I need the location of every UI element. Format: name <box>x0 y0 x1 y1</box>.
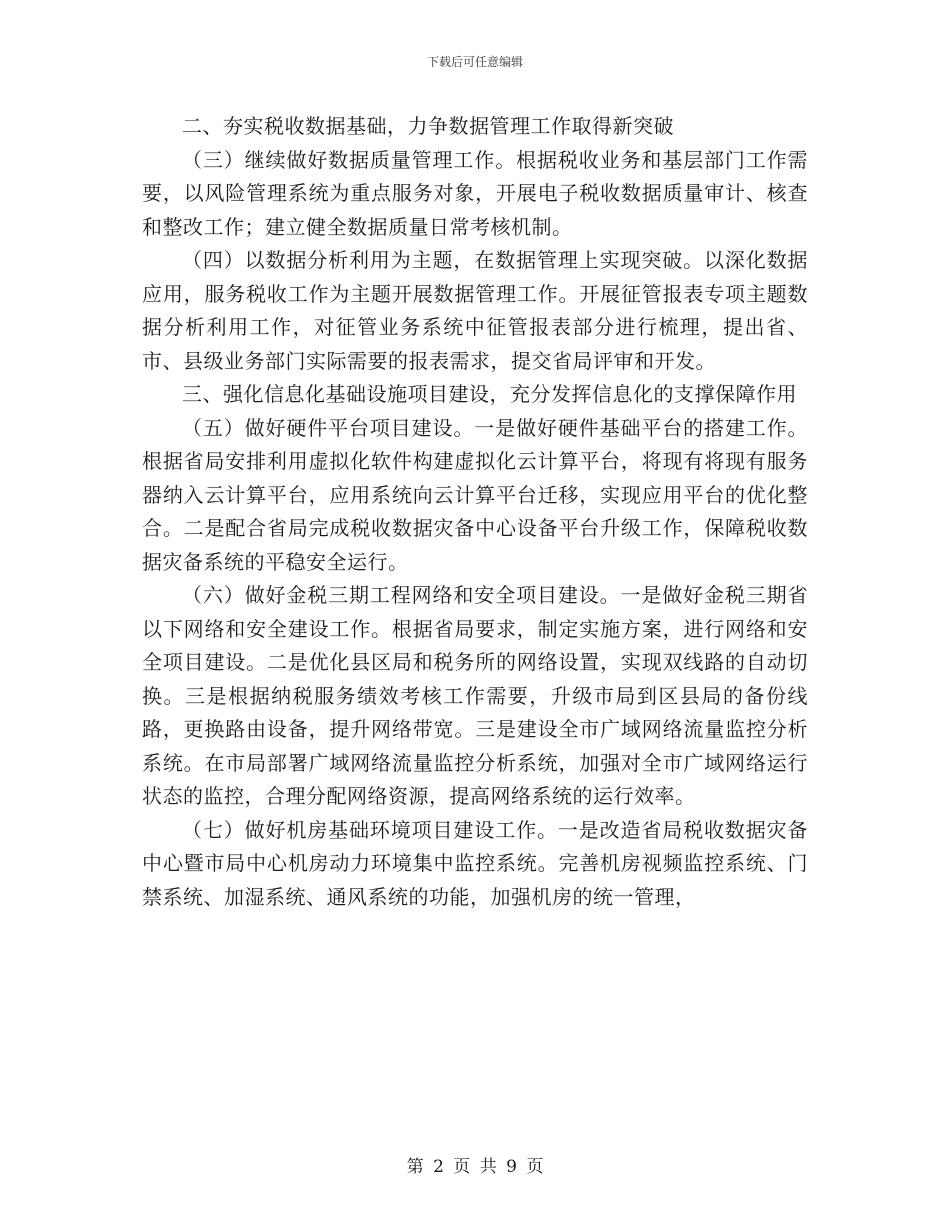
paragraph-4: （四）以数据分析利用为主题，在数据管理上实现突破。以深化数据应用，服务税收工作为主题开展数据管理工作。开展征管报表专项主题数据分析利用工作，对征管业务系统中征管报表部分进行梳理，提出省、市、县级业务部门实际需要的报表需求，提交省局评审和开发。 <box>142 248 808 373</box>
paragraph-3: （三）继续做好数据质量管理工作。根据税收业务和基层部门工作需要，以风险管理系统为重点服务对象，开展电子税收数据质量审计、核查和整改工作；建立健全数据质量日常考核机制。 <box>142 147 808 239</box>
paragraph-6: （六）做好金税三期工程网络和安全项目建设。一是做好金税三期省以下网络和安全建设工作。根据省局要求，制定实施方案，进行网络和安全项目建设。二是优化县区局和税务所的网络设置，实现双线路的自动切换。三是根据纳税服务绩效考核工作需要，升级市局到区县局的备份线路，更换路由设备，提升网络带宽。三是建设全市广域网络流量监控分析系统。在市局部署广域网络流量监控分析系统，加强对全市广域网络运行状态的监控，合理分配网络资源，提高网络系统的运行效率。 <box>142 583 808 808</box>
section-heading-3: 三、强化信息化基础设施项目建设，充分发挥信息化的支撑保障作用 <box>182 382 797 406</box>
paragraph-5: （五）做好硬件平台项目建设。一是做好硬件基础平台的搭建工作。根据省局安排利用虚拟化软件构建虚拟化云计算平台，将现有将现有服务器纳入云计算平台，应用系统向云计算平台迁移，实现应用平台的优化整合。二是配合省局完成税收数据灾备中心设备平台升级工作，保障税收数据灾备系统的平稳安全运行。 <box>142 415 808 574</box>
page-header: 下载后可任意编辑 <box>426 55 523 69</box>
document-body <box>142 110 808 914</box>
paragraph-7: （七）做好机房基础环境项目建设工作。一是改造省局税收数据灾备中心暨市局中心机房动力环境集中监控系统。完善机房视频监控系统、门禁系统、加湿系统、通风系统的功能，加强机房的统一管理， <box>142 817 808 909</box>
section-heading-2: 二、夯实税收数据基础，力争数据管理工作取得新突破 <box>182 114 674 138</box>
page-number: 第 2 页 共 9 页 <box>406 1157 544 1177</box>
